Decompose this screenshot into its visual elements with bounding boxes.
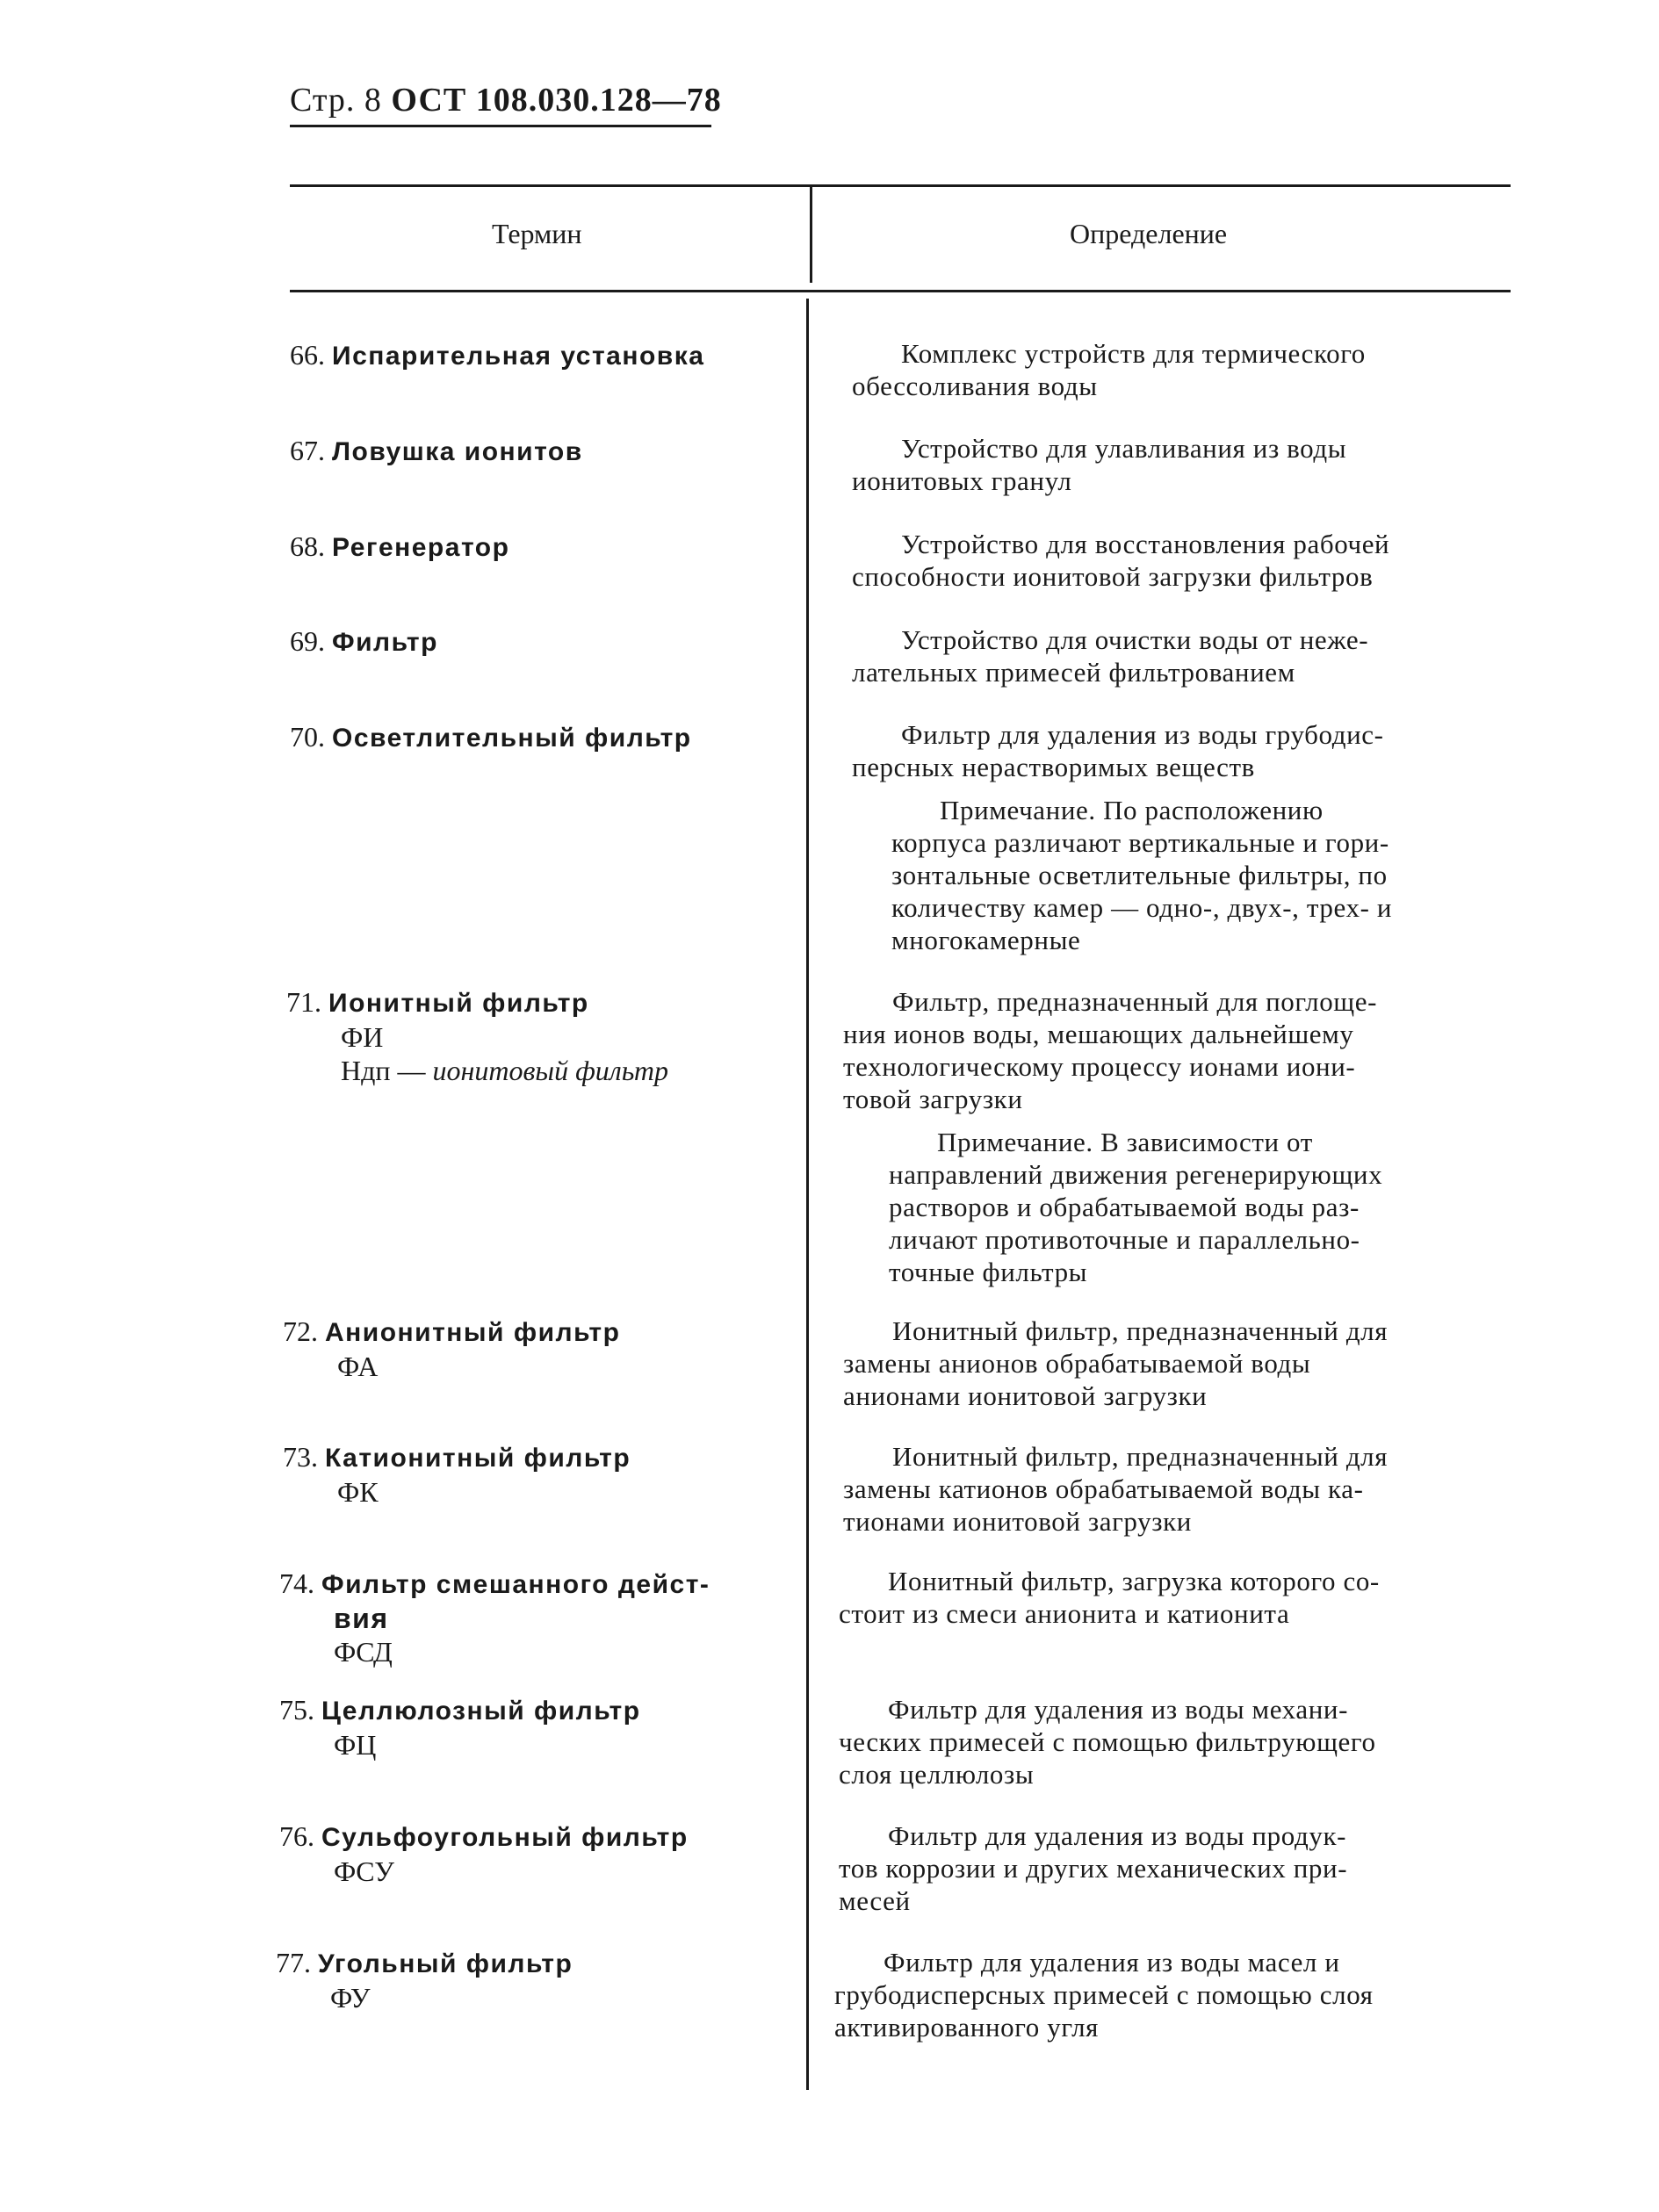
definition-line: Ионитный фильтр, предназначенный для (892, 1315, 1389, 1346)
obsolete-prefix: Ндп — (341, 1055, 426, 1086)
term-77 (276, 1946, 573, 2014)
term-name: Регенератор (332, 533, 510, 562)
column-divider-body (806, 299, 809, 2090)
term-68 (290, 530, 509, 565)
definition-line: Фильтр для удаления из воды масел и (884, 1947, 1340, 1978)
obsolete-name: ионитовый фильтр (432, 1055, 668, 1086)
term-70 (290, 720, 692, 755)
definition-line: Ионитный фильтр, предназначенный для (892, 1441, 1389, 1472)
definition-line: тионами ионитовой загрузки (843, 1506, 1192, 1537)
term-66 (290, 338, 704, 373)
term-abbreviation: ФЦ (334, 1729, 377, 1761)
note-line: количеству камер — одно-, двух-, трех- и (891, 892, 1393, 923)
term-name: Осветлительный фильтр (332, 724, 692, 753)
page-number: Стр. 8 (290, 82, 382, 119)
definition-line: тов коррозии и других механических при- (839, 1853, 1348, 1884)
definition-line: Фильтр для удаления из воды механи- (888, 1694, 1348, 1725)
column-header-definition: Определение (1070, 218, 1228, 249)
term-name: Испарительная установка (332, 342, 705, 371)
table-header-rule (290, 290, 1511, 292)
term-number: 70. (290, 721, 325, 753)
definition-line: Устройство для восстановления рабочей (901, 529, 1390, 559)
term-name: Ионитный фильтр (328, 989, 589, 1018)
obsolete-term (286, 1054, 668, 1087)
definition-line: ческих примесей с помощью фильтрующего (839, 1726, 1376, 1757)
note-line: направлений движения регенерирующих (889, 1159, 1383, 1190)
note-line: зонтальные осветлительные фильтры, по (891, 860, 1388, 890)
note-line: Примечание. В зависимости от (937, 1127, 1313, 1157)
definition-line: замены катионов обрабатываемой воды ка- (843, 1473, 1364, 1504)
term-abbreviation: ФУ (330, 1982, 371, 2014)
document-code: ОСТ 108.030.128—78 (391, 82, 722, 119)
definition-71 (843, 985, 1502, 1115)
term-72 (283, 1315, 620, 1383)
term-abbreviation: ФСУ (334, 1855, 394, 1887)
definition-line: Ионитный фильтр, загрузка которого со- (888, 1566, 1380, 1596)
table-top-rule (290, 184, 1511, 187)
column-divider-header (810, 186, 812, 283)
term-number: 74. (279, 1567, 314, 1599)
term-number: 67. (290, 435, 325, 466)
definition-66 (852, 337, 1502, 402)
term-name: Фильтр смешанного дейст- (321, 1570, 710, 1599)
note-line: многокамерные (891, 925, 1081, 955)
definition-line: способности ионитовой загрузки фильтров (852, 561, 1374, 592)
note-line: точные фильтры (889, 1257, 1088, 1287)
definition-77 (834, 1946, 1489, 2043)
note-70 (891, 794, 1497, 956)
term-67 (290, 434, 583, 469)
term-name: Сульфоугольный фильтр (321, 1823, 689, 1852)
definition-76 (839, 1819, 1493, 1917)
term-number: 68. (290, 530, 325, 562)
term-number: 71. (286, 986, 321, 1018)
term-abbreviation: ФА (337, 1351, 379, 1382)
term-number: 73. (283, 1441, 318, 1473)
term-76 (279, 1819, 689, 1888)
term-number: 66. (290, 339, 325, 371)
definition-line: Фильтр, предназначенный для поглоще- (892, 986, 1378, 1017)
definition-75 (839, 1693, 1493, 1790)
definition-line: Фильтр для удаления из воды продук- (888, 1820, 1347, 1851)
term-69 (290, 624, 438, 659)
note-line: Примечание. По расположению (940, 795, 1324, 825)
definition-line: активированного угля (834, 2012, 1100, 2043)
term-number: 72. (283, 1315, 318, 1347)
term-name: Анионитный фильтр (325, 1318, 621, 1347)
term-number: 75. (279, 1694, 314, 1726)
page-header (290, 81, 722, 119)
definition-70 (852, 718, 1502, 783)
definition-line: Устройство для очистки воды от неже- (901, 624, 1369, 655)
definition-line: Устройство для улавливания из воды (901, 433, 1347, 464)
definition-line: месей (839, 1885, 911, 1916)
term-name-continued: вия (334, 1603, 389, 1634)
term-71 (286, 985, 668, 1087)
term-75 (279, 1693, 641, 1762)
term-number: 77. (276, 1947, 311, 1978)
definition-69 (852, 623, 1502, 688)
term-abbreviation: ФИ (341, 1021, 384, 1053)
note-line: личают противоточные и параллельно- (889, 1224, 1360, 1255)
term-number: 76. (279, 1820, 314, 1852)
definition-67 (852, 432, 1502, 497)
definition-line: Фильтр для удаления из воды грубодис- (901, 719, 1384, 750)
definition-line: стоит из смеси анионита и катионита (839, 1598, 1290, 1629)
header-underline (290, 125, 711, 127)
note-line: растворов и обрабатываемой воды раз- (889, 1192, 1360, 1222)
definition-line: замены анионов обрабатываемой воды (843, 1348, 1311, 1379)
definition-line: обессоливания воды (852, 371, 1098, 401)
definition-line: анионами ионитовой загрузки (843, 1380, 1208, 1411)
term-name: Целлюлозный фильтр (321, 1697, 641, 1726)
term-abbreviation: ФСД (334, 1636, 393, 1668)
term-name: Катионитный фильтр (325, 1444, 631, 1473)
definition-line: ионитовых гранул (852, 465, 1072, 496)
term-name: Угольный фильтр (318, 1949, 573, 1978)
column-header-term: Термин (492, 218, 582, 249)
definition-line: товой загрузки (843, 1084, 1023, 1114)
definition-line: ния ионов воды, мешающих дальнейшему (843, 1019, 1354, 1049)
term-abbreviation: ФК (337, 1476, 379, 1508)
term-74 (279, 1567, 754, 1668)
definition-68 (852, 528, 1502, 593)
term-name: Ловушка ионитов (332, 437, 583, 466)
definition-73 (843, 1440, 1497, 1538)
definition-line: технологическому процессу ионами иони- (843, 1051, 1356, 1082)
definition-line: Комплекс устройств для термического (901, 338, 1366, 369)
definition-line: грубодисперсных примесей с помощью слоя (834, 1979, 1374, 2010)
definition-72 (843, 1315, 1497, 1412)
term-73 (283, 1440, 631, 1509)
term-name: Фильтр (332, 628, 438, 657)
definition-line: персных нерастворимых веществ (852, 752, 1255, 782)
term-number: 69. (290, 625, 325, 657)
note-line: корпуса различают вертикальные и гори- (891, 827, 1389, 858)
note-71 (889, 1126, 1495, 1288)
definition-line: слоя целлюлозы (839, 1759, 1035, 1790)
definition-74 (839, 1565, 1493, 1630)
definition-line: лательных примесей фильтрованием (852, 657, 1295, 688)
